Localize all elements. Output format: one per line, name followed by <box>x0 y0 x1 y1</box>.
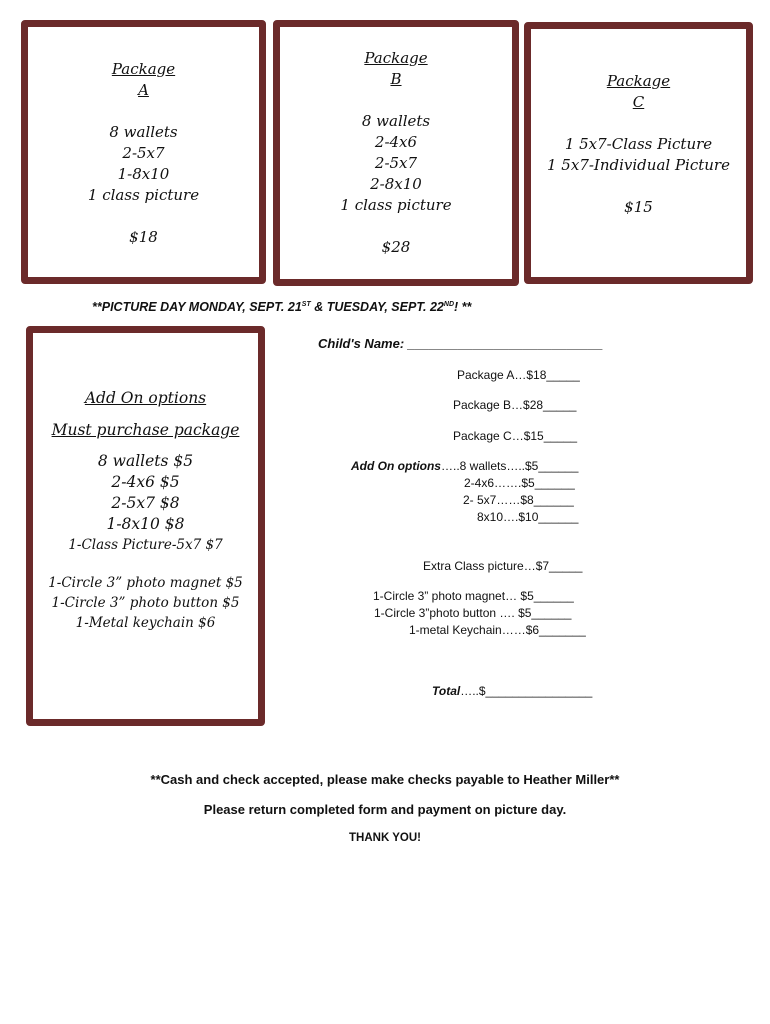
package-a-box <box>21 20 266 284</box>
order-total[interactable] <box>432 684 592 698</box>
addon-extra: 1-Circle 3” photo button $5 <box>51 595 240 611</box>
addon-item: 8 wallets $5 <box>97 452 194 470</box>
package-a-item: 1-8x10 <box>117 165 170 183</box>
addon-wallets-line: …..8 wallets…..$5______ <box>440 459 579 473</box>
addon-title: Add On options <box>84 389 207 407</box>
addon-item: 2-5x7 $8 <box>111 494 180 512</box>
package-b-item: 1 class picture <box>340 196 452 214</box>
package-c-box <box>524 22 753 284</box>
picture-day-part: & TUESDAY, SEPT. 22 <box>310 300 444 314</box>
package-c-letter: C <box>632 93 645 111</box>
package-c-item: 1 5x7-Individual Picture <box>547 156 730 174</box>
addon-options-label: Add On options <box>351 459 441 473</box>
package-b-box <box>273 20 519 286</box>
package-a-item: 1 class picture <box>87 186 200 204</box>
package-a-item: 8 wallets <box>109 123 178 141</box>
package-b-item: 2-4x6 <box>374 133 418 151</box>
picture-day-part: ! ** <box>454 300 472 314</box>
total-line: …..$________________ <box>460 684 593 698</box>
addon-item: 1-8x10 $8 <box>106 515 185 533</box>
addon-options-box <box>26 326 265 726</box>
picture-day-sup: ND <box>443 300 455 308</box>
addon-class-picture: 1-Class Picture-5x7 $7 <box>68 537 223 553</box>
total-label: Total <box>432 684 461 698</box>
order-extra-class-picture[interactable]: Extra Class picture…$7_____ <box>423 559 583 573</box>
package-b-price: $28 <box>381 238 411 256</box>
picture-day-banner <box>92 300 471 314</box>
order-addon-5x7[interactable]: 2- 5x7……$8______ <box>463 493 574 507</box>
thank-you: THANK YOU! <box>349 832 421 844</box>
picture-day-sup: ST <box>301 300 311 308</box>
addon-extra: 1-Circle 3” photo magnet $5 <box>48 575 243 591</box>
order-package-c[interactable]: Package C…$15_____ <box>453 429 578 443</box>
order-keychain[interactable]: 1-metal Keychain……$6_______ <box>409 623 586 637</box>
package-b-title: Package <box>364 49 428 67</box>
package-a-title: Package <box>111 60 176 78</box>
package-b-letter: B <box>390 70 402 88</box>
addon-extra: 1-Metal keychain $6 <box>75 615 216 631</box>
order-addon-4x6[interactable]: 2-4x6…….$5______ <box>464 476 575 490</box>
order-button[interactable]: 1-Circle 3”photo button …. $5______ <box>374 606 572 620</box>
addon-subtitle: Must purchase package <box>51 421 240 439</box>
payment-note: **Cash and check accepted, please make checks payable to Heather Miller** <box>150 772 620 787</box>
addon-item: 2-4x6 $5 <box>111 473 180 491</box>
package-c-item: 1 5x7-Class Picture <box>564 135 713 153</box>
package-c-price: $15 <box>624 198 653 216</box>
package-a-item: 2-5x7 <box>122 144 165 162</box>
return-note: Please return completed form and payment on picture day. <box>203 802 567 817</box>
package-b-item: 2-8x10 <box>370 175 422 193</box>
package-b-item: 8 wallets <box>361 112 431 130</box>
order-addon-8x10[interactable]: 8x10….$10______ <box>477 510 579 524</box>
order-addon-wallets[interactable] <box>351 459 578 473</box>
package-a-price: $18 <box>129 228 158 246</box>
package-c-title: Package <box>606 72 671 90</box>
package-b-item: 2-5x7 <box>374 154 418 172</box>
picture-day-part: **PICTURE DAY MONDAY, SEPT. 21 <box>92 300 302 314</box>
child-name-field[interactable]: Child's Name: ___________________________ <box>318 336 603 351</box>
order-package-a[interactable]: Package A…$18_____ <box>457 368 580 382</box>
order-package-b[interactable]: Package B…$28_____ <box>453 398 577 412</box>
package-a-letter: A <box>138 81 149 99</box>
order-magnet[interactable]: 1-Circle 3” photo magnet… $5______ <box>373 589 574 603</box>
